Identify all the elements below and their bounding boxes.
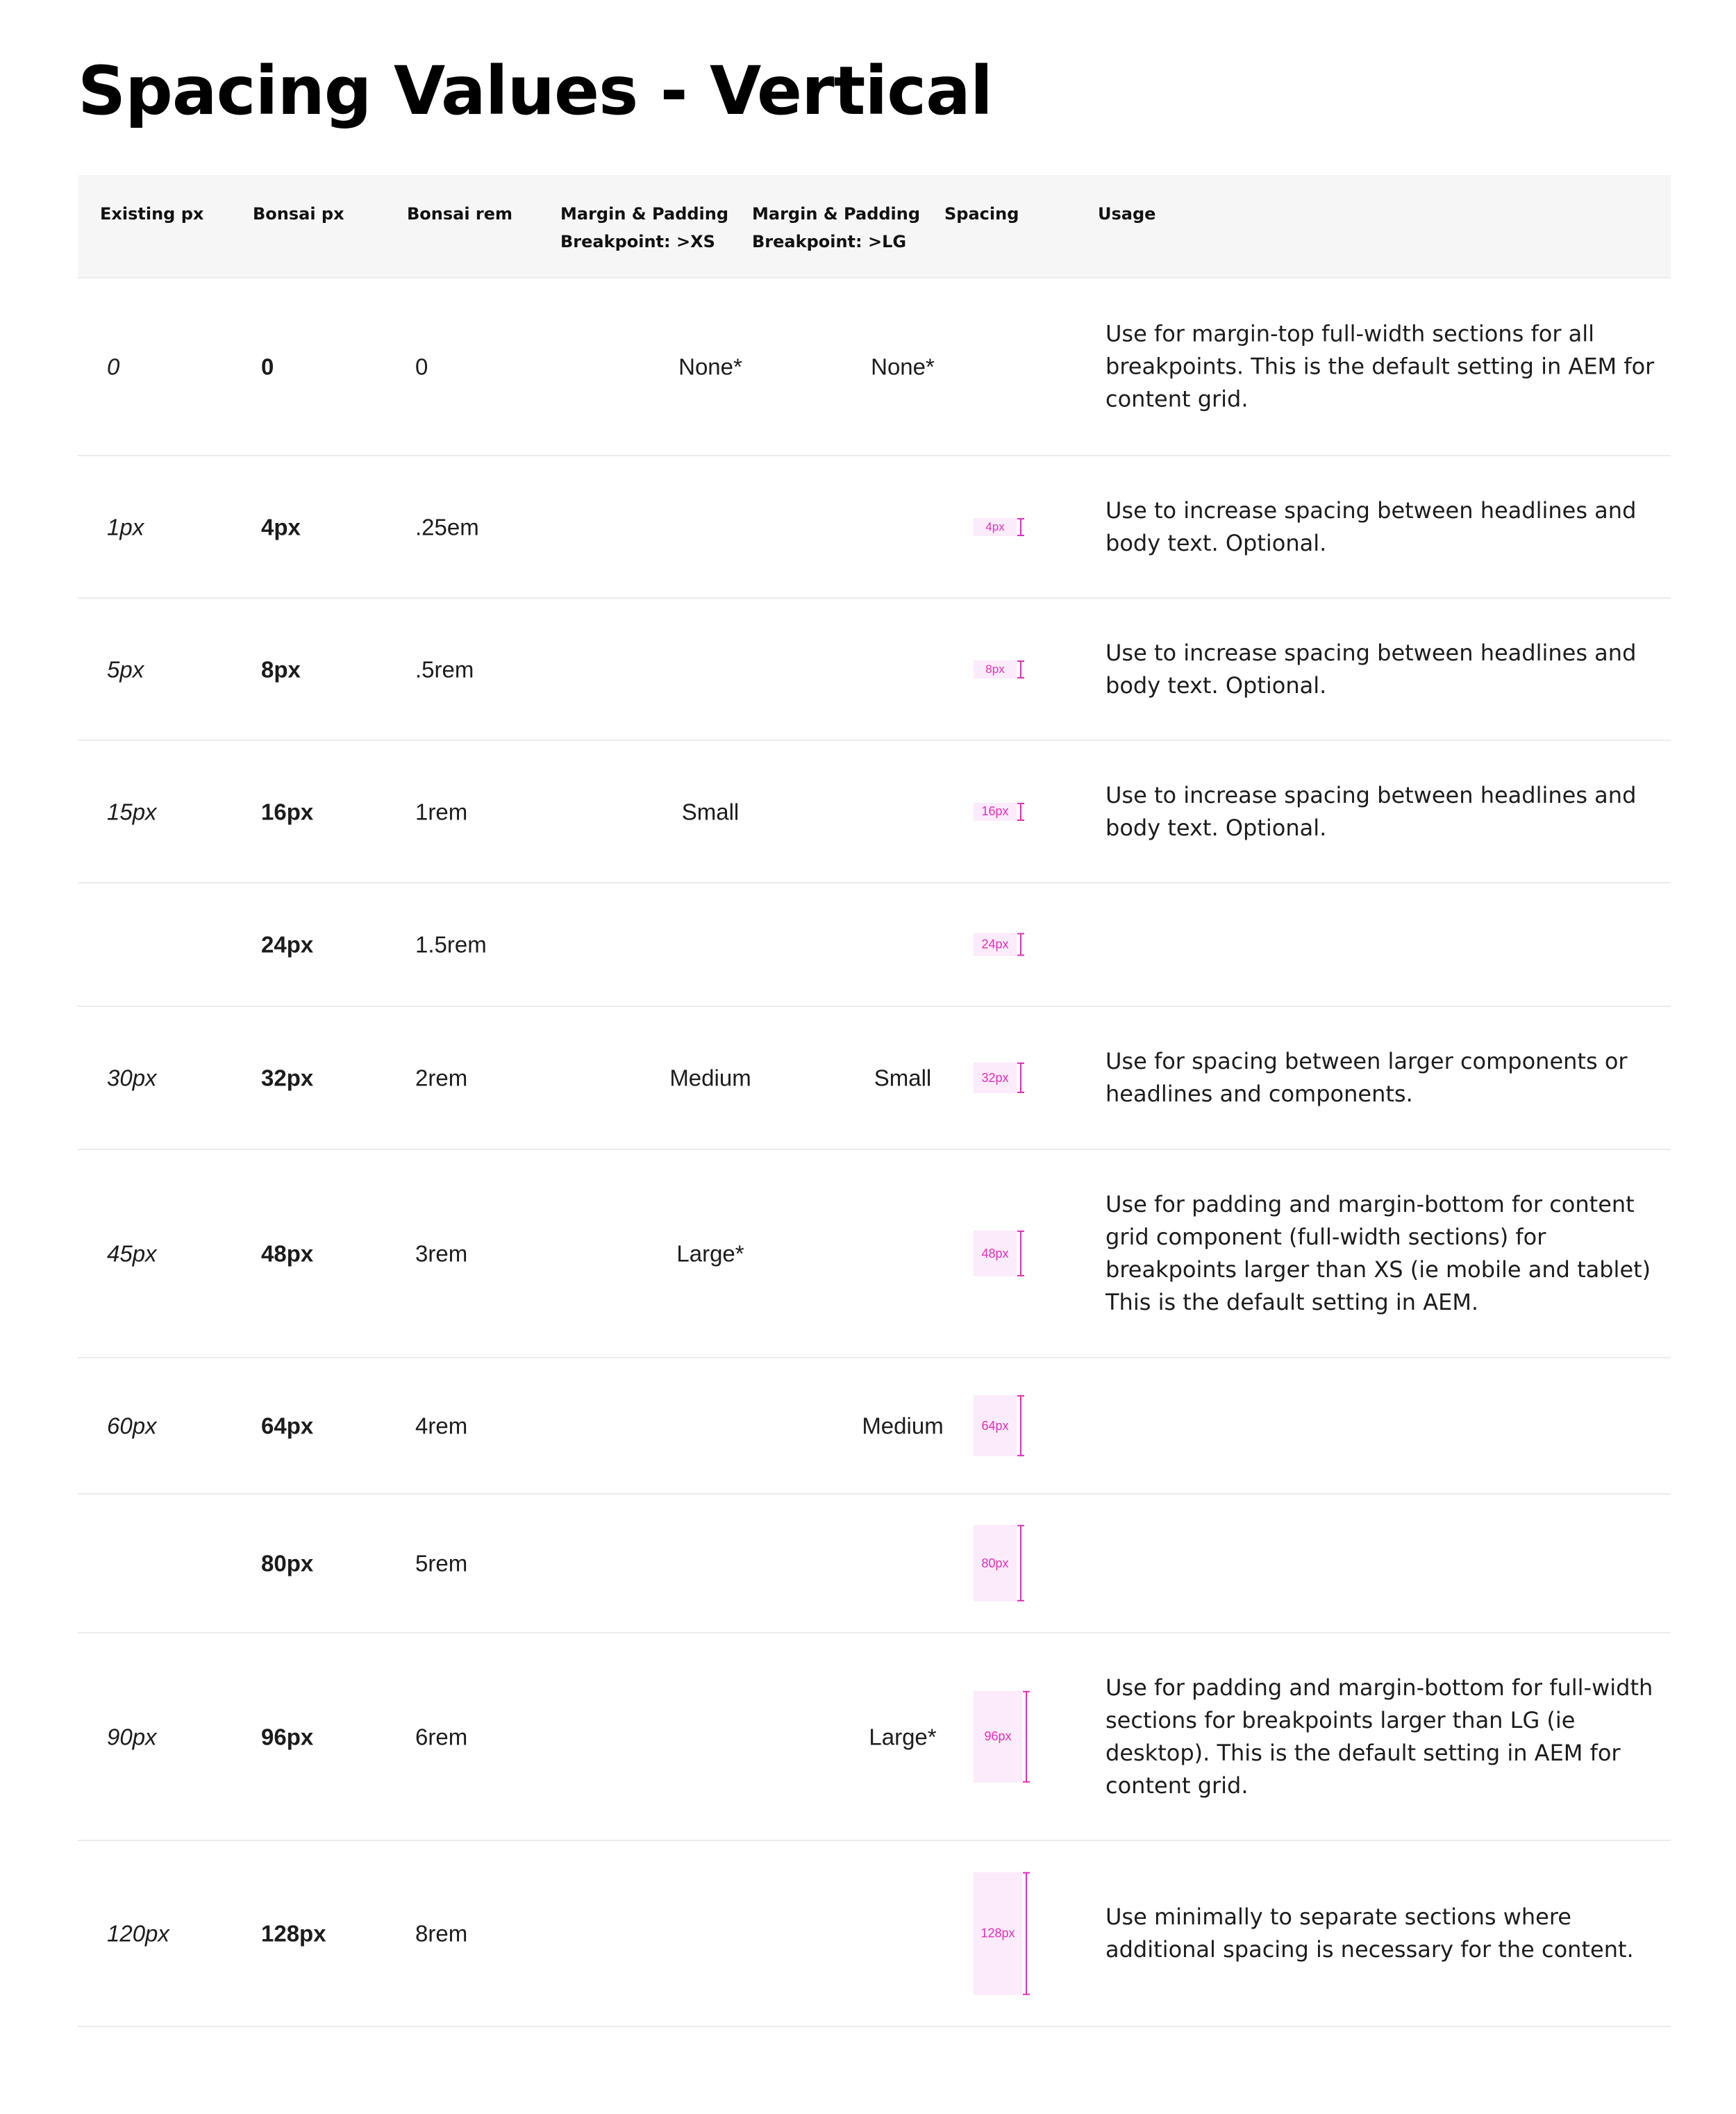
spacing-indicator [974, 1872, 1030, 1995]
spacing-bar [1017, 1231, 1025, 1276]
bonsai-rem-value: .25em [415, 514, 479, 540]
bonsai-px-value: 4px [261, 514, 301, 540]
spacing-indicator [974, 803, 1025, 821]
page-title: Spacing Values - Vertical [78, 52, 992, 130]
usage-text: Use to increase spacing between headlines and body text. Optional. [1105, 781, 1637, 841]
header-lg-line1: Margin & Padding [752, 204, 921, 224]
spacing-indicator [974, 1063, 1025, 1093]
existing-px-value: 60px [107, 1413, 157, 1439]
bonsai-px-value: 8px [261, 656, 301, 682]
bonsai-px-value: 48px [261, 1240, 314, 1267]
bonsai-rem-value: 4rem [415, 1413, 468, 1439]
usage-text: Use for padding and margin-bottom for content grid component (full-width sections) for breakpoints larger than XS (ie mobile and tablet) This is the default setting in AEM. [1105, 1191, 1651, 1315]
existing-px-value: 90px [107, 1724, 157, 1749]
spacing-bar [1017, 660, 1025, 679]
existing-px-value: 15px [107, 799, 157, 824]
table-row [78, 741, 1671, 883]
usage-text: Use minimally to separate sections where additional spacing is necessary for the content. [1105, 1904, 1634, 1963]
bonsai-px-value: 32px [261, 1065, 314, 1091]
breakpoint-xs-value: Large* [676, 1240, 744, 1267]
breakpoint-xs-value: Medium [669, 1065, 751, 1091]
breakpoint-xs-value: Small [681, 799, 740, 824]
header-xs-line2: Breakpoint: >XS [560, 232, 715, 251]
existing-px-value: 30px [107, 1065, 157, 1091]
header-margin-padding-xs [560, 200, 728, 256]
bonsai-rem-value: .5rem [415, 656, 474, 682]
existing-px-value: 5px [107, 656, 144, 682]
bonsai-rem-value: 8rem [415, 1920, 468, 1947]
spacing-bar [1017, 518, 1025, 536]
breakpoint-lg-value: Medium [862, 1413, 944, 1439]
existing-px-value: 45px [107, 1240, 157, 1267]
header-xs-line1: Margin & Padding [560, 204, 729, 224]
bonsai-px-value: 80px [261, 1550, 314, 1576]
spacing-indicator [974, 1690, 1030, 1782]
spacing-label: 96px [974, 1690, 1022, 1782]
existing-px-value: 120px [107, 1920, 169, 1947]
spacing-label: 16px [974, 803, 1017, 821]
spacing-table [78, 175, 1671, 2027]
table-row [78, 1150, 1671, 1358]
existing-px-value: 1px [107, 514, 144, 540]
bonsai-px-value: 64px [261, 1413, 314, 1439]
spacing-indicator [974, 518, 1025, 536]
spacing-label: 32px [974, 1063, 1017, 1093]
breakpoint-lg-value: Small [874, 1065, 932, 1091]
spacing-bar [1022, 1690, 1030, 1782]
spacing-label: 128px [974, 1872, 1022, 1995]
existing-px-value: 0 [107, 353, 120, 380]
table-row [78, 883, 1671, 1007]
usage-text: Use to increase spacing between headlines and body text. Optional. [1105, 497, 1637, 556]
header-margin-padding-lg [752, 200, 920, 256]
bonsai-px-value: 24px [261, 931, 314, 958]
bonsai-px-value: 16px [261, 799, 314, 824]
bonsai-rem-value: 1rem [415, 799, 468, 824]
bonsai-rem-value: 3rem [415, 1240, 468, 1267]
breakpoint-lg-value: Large* [869, 1724, 937, 1749]
bonsai-px-value: 0 [261, 353, 274, 380]
table-row [78, 1358, 1671, 1495]
spacing-label: 64px [974, 1395, 1017, 1456]
breakpoint-xs-value: None* [678, 353, 742, 380]
usage-text: Use for padding and margin-bottom for full-width sections for breakpoints larger than LG (ie desktop). This is the default setting in AEM for content grid. [1105, 1674, 1653, 1799]
spacing-label: 48px [974, 1231, 1017, 1276]
spacing-bar [1017, 1063, 1025, 1093]
spacing-indicator [974, 660, 1025, 679]
spacing-label: 4px [974, 518, 1017, 536]
bonsai-rem-value: 5rem [415, 1550, 468, 1576]
header-spacing: Spacing [944, 204, 1019, 224]
table-row [78, 278, 1671, 456]
table-header [78, 175, 1671, 278]
spacing-bar [1017, 933, 1025, 956]
usage-text: Use for spacing between larger components or headlines and components. [1105, 1048, 1628, 1107]
spacing-label: 80px [974, 1525, 1017, 1601]
spacing-bar [1017, 1525, 1025, 1601]
header-bonsai-px: Bonsai px [253, 204, 344, 224]
spacing-bar [1022, 1872, 1030, 1995]
bonsai-rem-value: 0 [415, 353, 428, 380]
spacing-label: 24px [974, 933, 1017, 956]
table-row [78, 599, 1671, 741]
table-row [78, 1633, 1671, 1841]
spacing-indicator [974, 933, 1025, 956]
bonsai-px-value: 96px [261, 1724, 314, 1749]
bonsai-rem-value: 1.5rem [415, 931, 487, 958]
breakpoint-lg-value: None* [871, 353, 935, 380]
spacing-indicator [974, 1395, 1025, 1456]
header-lg-line2: Breakpoint: >LG [752, 232, 907, 251]
spacing-indicator [974, 1231, 1025, 1276]
spacing-bar [1017, 803, 1025, 821]
usage-text: Use for margin-top full-width sections for all breakpoints. This is the default setting in AEM for content grid. [1105, 320, 1655, 413]
spacing-bar [1017, 1395, 1025, 1456]
bonsai-rem-value: 2rem [415, 1065, 468, 1091]
spacing-indicator [974, 1525, 1025, 1601]
usage-text: Use to increase spacing between headlines and body text. Optional. [1105, 639, 1637, 699]
header-existing-px: Existing px [100, 204, 204, 224]
table-row [78, 456, 1671, 599]
header-usage: Usage [1098, 204, 1156, 224]
bonsai-rem-value: 6rem [415, 1724, 468, 1749]
table-row [78, 1007, 1671, 1150]
table-row [78, 1495, 1671, 1633]
table-row [78, 1841, 1671, 2027]
header-bonsai-rem: Bonsai rem [407, 204, 513, 224]
spacing-label: 8px [974, 660, 1017, 679]
bonsai-px-value: 128px [261, 1920, 326, 1947]
